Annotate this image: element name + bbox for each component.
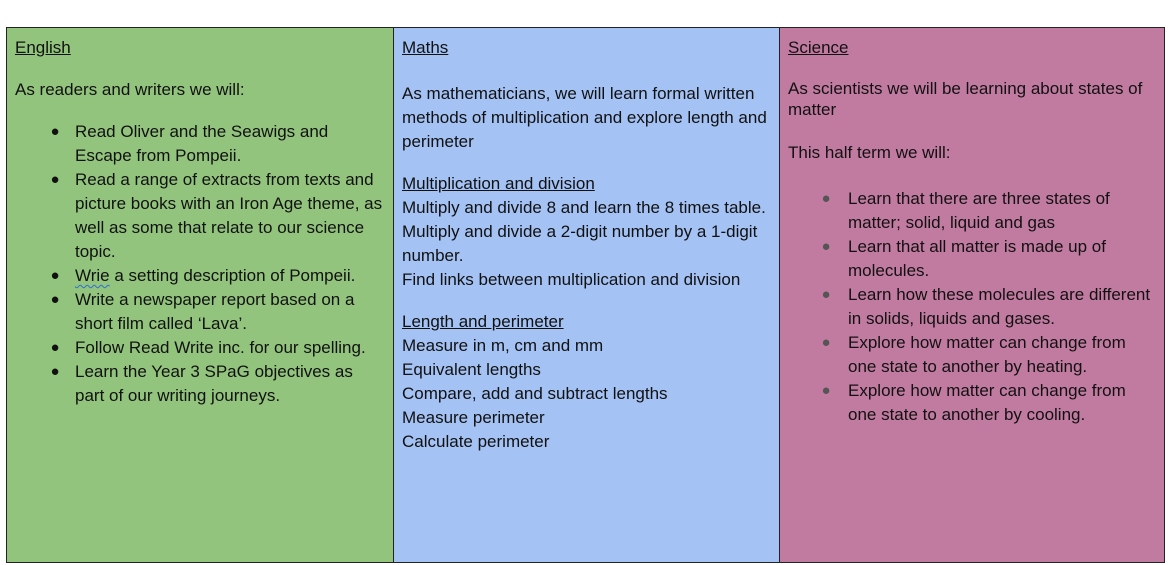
bullet-icon: ● xyxy=(821,190,831,207)
maths-line: Multiply and divide a 2-digit number by a 1-digit number. xyxy=(402,222,758,265)
bullet-icon: ● xyxy=(821,382,831,399)
english-column xyxy=(7,28,393,562)
bullet-icon: ● xyxy=(50,267,60,284)
list-item: ● Learn how these molecules are different in solids, liquids and gases. xyxy=(788,283,1156,331)
english-list xyxy=(15,120,385,408)
list-item: ● Write a newspaper report based on a short film called ‘Lava’. xyxy=(15,288,385,336)
science-column xyxy=(779,28,1164,562)
maths-line: Compare, add and subtract lengths xyxy=(402,384,668,403)
maths-line: Measure in m, cm and mm xyxy=(402,336,604,355)
english-intro: As readers and writers we will: xyxy=(15,80,245,99)
list-item: ● Learn that all matter is made up of molecules. xyxy=(788,235,1156,283)
bullet-icon: ● xyxy=(821,334,831,351)
science-intro: As scientists we will be learning about states of matter xyxy=(788,79,1143,119)
maths-line: Measure perimeter xyxy=(402,408,545,427)
bullet-icon: ● xyxy=(821,286,831,303)
science-list xyxy=(788,187,1156,427)
science-heading: Science xyxy=(788,38,849,57)
bullet-icon: ● xyxy=(821,238,831,255)
maths-line: Multiply and divide 8 and learn the 8 times table. xyxy=(402,198,766,217)
bullet-icon: ● xyxy=(50,291,60,308)
bullet-icon: ● xyxy=(50,171,60,188)
maths-line: Equivalent lengths xyxy=(402,360,541,379)
curriculum-table xyxy=(6,27,1165,563)
maths-section-title: Length and perimeter xyxy=(402,312,564,331)
list-item: ● Explore how matter can change from one state to another by cooling. xyxy=(788,379,1156,427)
list-item: ● Follow Read Write inc. for our spelling. xyxy=(15,336,385,360)
list-item: ● Learn that there are three states of matter; solid, liquid and gas xyxy=(788,187,1156,235)
maths-section-title: Multiplication and division xyxy=(402,174,595,193)
maths-intro: As mathematicians, we will learn formal written methods of multiplication and explore length and perimeter xyxy=(402,84,767,151)
list-item: ● Wrie a setting description of Pompeii. xyxy=(15,264,385,288)
list-item: ● Explore how matter can change from one state to another by heating. xyxy=(788,331,1156,379)
misspelled-word[interactable]: Wrie xyxy=(75,266,110,285)
bullet-icon: ● xyxy=(50,339,60,356)
list-item: ● Read Oliver and the Seawigs and Escape from Pompeii. xyxy=(15,120,385,168)
english-heading: English xyxy=(15,38,71,57)
bullet-icon: ● xyxy=(50,123,60,140)
bullet-icon: ● xyxy=(50,363,60,380)
maths-column xyxy=(393,28,779,562)
maths-line: Find links between multiplication and division xyxy=(402,270,741,289)
list-item: ● Read a range of extracts from texts and picture books with an Iron Age theme, as well as some that relate to our science topic. xyxy=(15,168,385,264)
maths-line: Calculate perimeter xyxy=(402,432,550,451)
science-sub-intro: This half term we will: xyxy=(788,143,951,162)
maths-heading: Maths xyxy=(402,38,449,57)
list-item: ● Learn the Year 3 SPaG objectives as part of our writing journeys. xyxy=(15,360,385,408)
